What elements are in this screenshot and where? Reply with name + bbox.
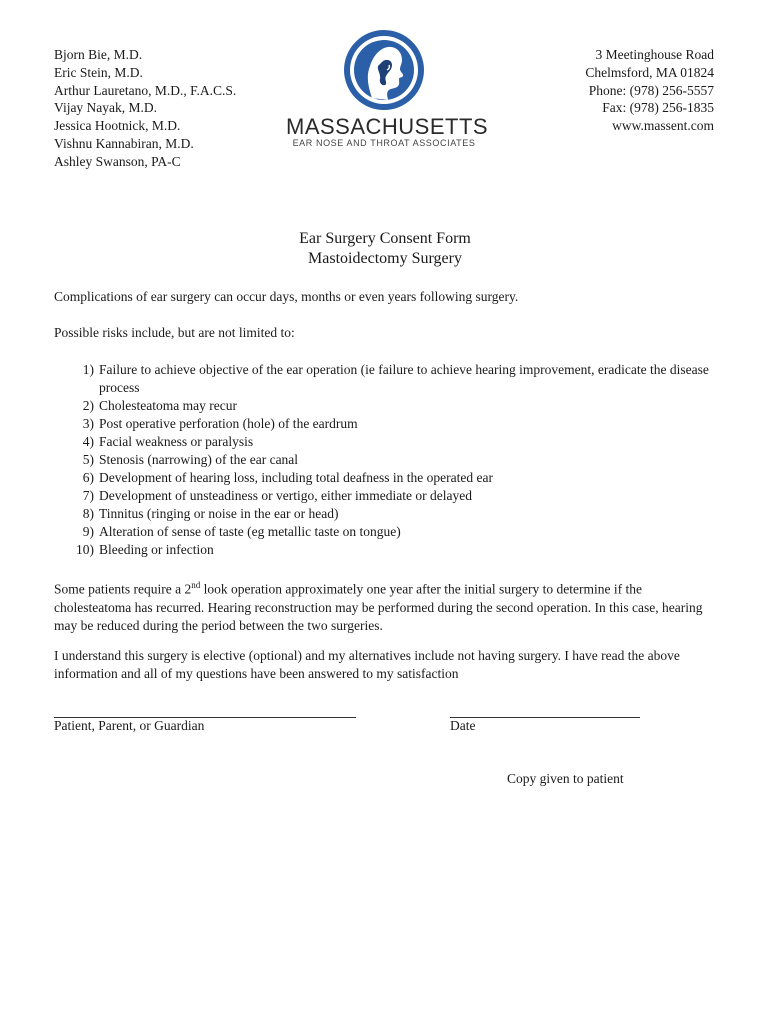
date-label: Date: [450, 718, 476, 733]
risk-number: 5): [82, 452, 94, 467]
logo-subtitle: EAR NOSE AND THROAT ASSOCIATES: [292, 138, 476, 148]
risk-number: 8): [82, 506, 94, 521]
risk-text: Cholesteatoma may recur: [99, 398, 237, 413]
second-look-paragraph: [54, 576, 720, 635]
risk-item: [54, 523, 720, 541]
risk-number: 9): [82, 524, 94, 539]
risk-number: 7): [82, 488, 94, 503]
provider-name: Eric Stein, M.D.: [54, 64, 143, 80]
risk-number: 2): [82, 398, 94, 413]
risk-item: [54, 487, 720, 505]
risk-item: [54, 541, 720, 559]
risk-text: Failure to achieve objective of the ear operation (ie failure to achieve hearing improvement, eradicate the disease process: [99, 362, 709, 395]
address-line: 3 Meetinghouse Road: [595, 47, 714, 62]
risk-item: [54, 451, 720, 469]
risk-number: 4): [82, 434, 94, 449]
risk-item: [54, 361, 720, 397]
risk-item: [54, 433, 720, 451]
understanding-paragraph: I understand this surgery is elective (optional) and my alternatives include not having surgery. I have read the above information and all of my questions have been answered to my satisfaction: [54, 648, 680, 681]
risk-number: 3): [82, 416, 94, 431]
ordinal-suffix: nd: [191, 580, 201, 590]
practice-logo: [286, 28, 489, 154]
risk-number: 10): [76, 542, 94, 557]
practice-contact: [585, 46, 714, 135]
copy-given-note: Copy given to patient: [507, 771, 624, 786]
date-line[interactable]: [450, 717, 640, 718]
risk-text: Development of hearing loss, including total deafness in the operated ear: [99, 470, 493, 485]
intro-paragraph: Complications of ear surgery can occur days, months or even years following surgery.: [54, 289, 519, 304]
risk-number: 1): [82, 362, 94, 377]
head-profile-logo-icon: [342, 28, 426, 112]
second-look-text-before: Some patients require a 2: [54, 581, 192, 597]
form-title: Ear Surgery Consent Form: [299, 230, 471, 247]
risk-text: Bleeding or infection: [99, 542, 214, 557]
risk-item: [54, 469, 720, 487]
provider-name: Bjorn Bie, M.D.: [54, 47, 143, 62]
provider-list: [54, 46, 236, 171]
provider-name: Ashley Swanson, PA-C: [54, 153, 181, 169]
risks-intro: Possible risks include, but are not limited to:: [54, 325, 295, 340]
risk-text: Alteration of sense of taste (eg metallic taste on tongue): [99, 524, 401, 539]
risk-text: Tinnitus (ringing or noise in the ear or head): [99, 506, 339, 521]
fax-line: Fax: (978) 256-1835: [602, 100, 714, 116]
risk-text: Facial weakness or paralysis: [99, 434, 254, 449]
risk-text: Development of unsteadiness or vertigo, either immediate or delayed: [99, 488, 473, 503]
second-look-text-after: look operation approximately one year after the initial surgery to determine if the cholesteatoma has recurred. Hearing reconstruction may be performed during the second operation. In this case, hearing may be reduced during the period between the two surgeries.: [54, 581, 703, 633]
risk-list: [54, 361, 720, 559]
risk-text: Stenosis (narrowing) of the ear canal: [99, 452, 299, 467]
risk-number: 6): [82, 470, 94, 485]
provider-name: Jessica Hootnick, M.D.: [54, 118, 181, 134]
risk-item: [54, 415, 720, 433]
signature-label: Patient, Parent, or Guardian: [54, 718, 205, 733]
risk-text: Post operative perforation (hole) of the eardrum: [99, 416, 358, 431]
website-link[interactable]: www.massent.com: [612, 118, 714, 134]
risk-item: [54, 505, 720, 523]
risk-item: [54, 397, 720, 415]
phone-line: Phone: (978) 256-5557: [588, 82, 714, 98]
provider-name: Arthur Lauretano, M.D., F.A.C.S.: [54, 82, 237, 98]
provider-name: Vishnu Kannabiran, M.D.: [54, 135, 194, 151]
form-subtitle: Mastoidectomy Surgery: [308, 250, 462, 267]
provider-name: Vijay Nayak, M.D.: [54, 100, 158, 116]
form-title-block: [0, 229, 770, 269]
logo-wordmark: MASSACHUSETTS: [286, 114, 489, 139]
city-line: Chelmsford, MA 01824: [585, 64, 714, 80]
